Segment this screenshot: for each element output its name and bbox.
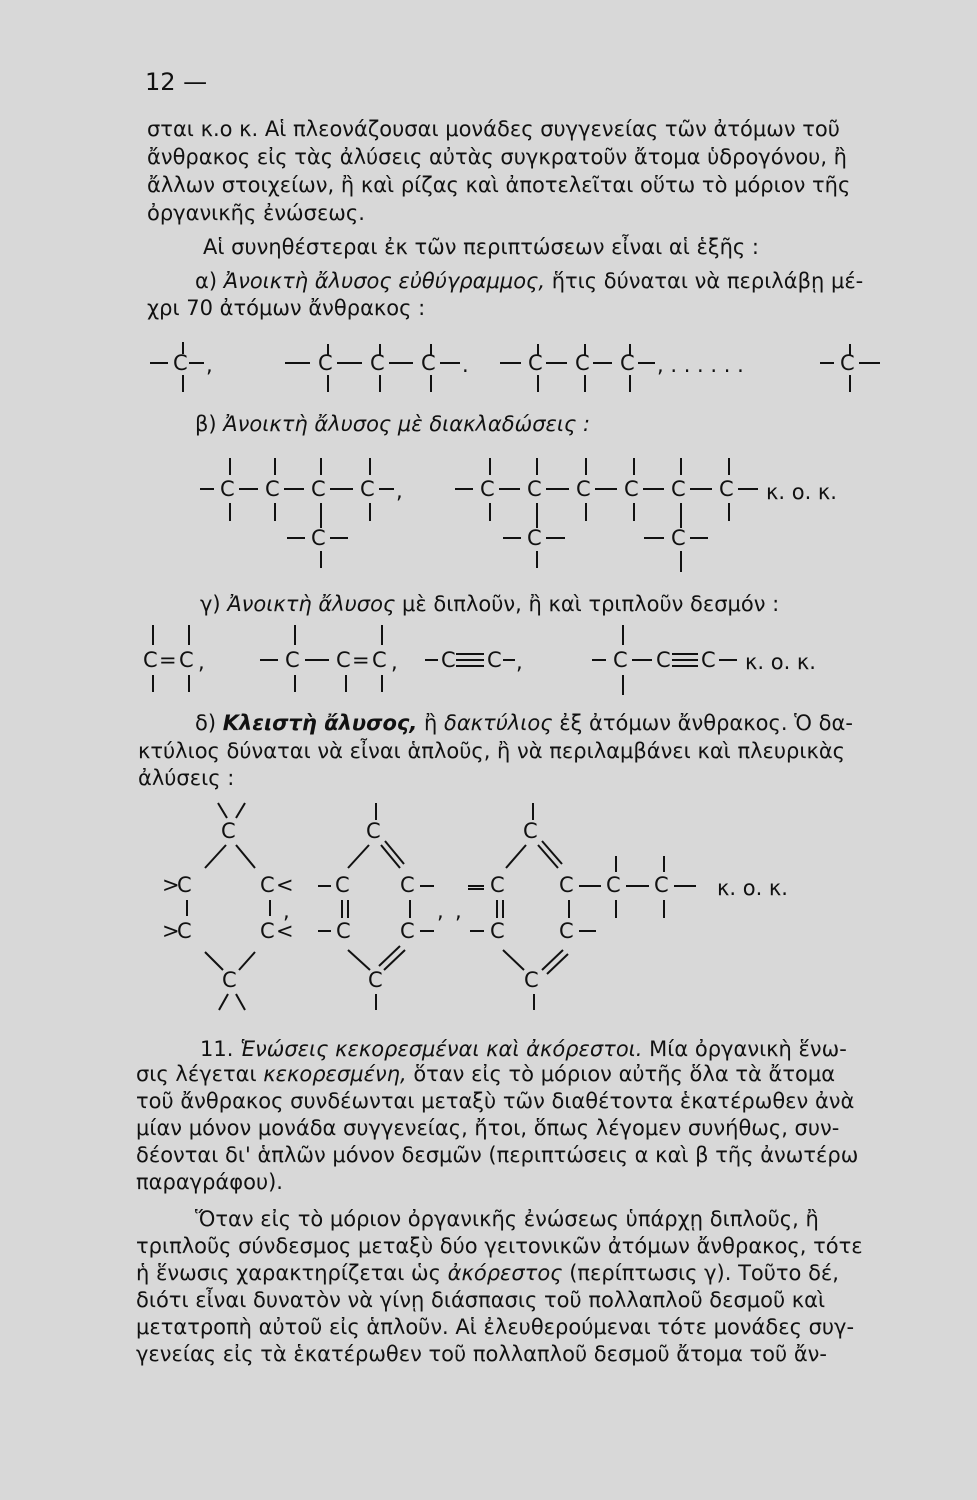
paragraph-line: διότι εἶναι δυνατὸν νὰ γίνῃ διάσπασις τοῦ πολλαπλοῦ δεσμοῦ καὶ (136, 1288, 826, 1312)
carbon-atom: C (656, 648, 671, 672)
text-span: σις λέγεται (136, 1062, 257, 1086)
section-11-line: τοῦ ἄνθρακος συνδέωνται μεταξὺ τῶν διαθέτοντα ἑκατέρωθεν ἀνὰ (136, 1089, 855, 1113)
case-title: Κλειστὴ ἄλυσος, (222, 711, 418, 735)
case-text: ἥτις δύναται νὰ περιλάβῃ μέ- (551, 269, 864, 293)
formula-group-d (162, 803, 788, 1010)
carbon-atom: C (311, 526, 326, 550)
case-a-continuation: χρι 70 ἀτόμων ἄνθρακος : (147, 296, 426, 320)
section-text: Μία ὀργανικὴ ἕνω- (649, 1037, 847, 1061)
comma: , (455, 899, 462, 923)
emphasis-term: ἀκόρεστος (447, 1261, 563, 1285)
carbon-atom: C (624, 477, 639, 501)
carbon-atom: C (336, 919, 351, 943)
carbon-atom: C (173, 351, 188, 375)
comma: , (391, 650, 398, 674)
etc-label: κ. ο. κ. (745, 650, 816, 674)
carbon-atom: C (701, 648, 716, 672)
carbon-atom: C (575, 351, 590, 375)
formula-group-a (150, 342, 880, 392)
substituent-mark: < (276, 873, 294, 897)
carbon-atom: C (528, 351, 543, 375)
case-d-line3: ἀλύσεις : (138, 766, 235, 790)
comma: , (198, 650, 205, 674)
comma: , (283, 899, 290, 923)
case-text: ἢ (423, 711, 438, 735)
paragraph-line: γενείας εἰς τὰ ἑκατέρωθεν τοῦ πολλαπλοῦ δεσμοῦ ἄτομα τοῦ ἄν- (136, 1342, 827, 1366)
formula-group-g (143, 625, 816, 695)
section-11-line: δέονται δι' ἁπλῶν μόνον δεσμῶν (περιπτώσεις α καὶ β τῆς ἀνωτέρω (136, 1143, 859, 1167)
case-d-line2: κτύλιος δύναται νὰ εἶναι ἁπλοῦς, ἢ νὰ περιλαμβάνει καὶ πλευρικὰς (138, 739, 845, 763)
case-title: Ἀνοικτὴ ἄλυσος (227, 592, 396, 616)
carbon-atom: C (654, 873, 669, 897)
carbon-atom: C (490, 873, 505, 897)
text-span: ὅταν εἰς τὸ μόριον αὐτῆς ὅλα τὰ ἄτομα (413, 1062, 836, 1086)
text-span: (περίπτωσις γ). Τοῦτο δέ, (569, 1261, 839, 1285)
carbon-atom: C (719, 477, 734, 501)
case-label: β) (195, 412, 217, 436)
carbon-atom: C (336, 648, 351, 672)
carbon-atom: C (260, 919, 275, 943)
carbon-atom: C (613, 648, 628, 672)
case-text: μὲ διπλοῦν, ἢ καὶ τριπλοῦν δεσμόν : (401, 592, 780, 616)
etc-label: κ. ο. κ. (766, 480, 837, 504)
case-label: γ) (200, 592, 221, 616)
emphasis-term: κεκορεσμένη, (263, 1062, 407, 1086)
section-11-line: παραγράφου). (136, 1170, 283, 1194)
text-line: ἄνθρακος εἰς τὰς ἀλύσεις αὐτὰς συγκρατοῦν ἄτομα ὑδρογόνου, ἢ (147, 145, 847, 169)
text-line: σται κ.ο κ. Αἱ πλεονάζουσαι μονάδες συγγενείας τῶν ἀτόμων τοῦ (147, 117, 840, 141)
case-title: Ἀνοικτὴ ἄλυσος μὲ διακλαδώσεις : (223, 412, 591, 436)
carbon-atom: C (143, 648, 158, 672)
carbon-atom: C (177, 919, 192, 943)
cases-intro: Αἱ συνηθέστεραι ἐκ τῶν περιπτώσεων εἶναι αἱ ἑξῆς : (203, 235, 759, 259)
paragraph-line: τριπλοῦς σύνδεσμος μεταξὺ δύο γειτονικῶν ἀτόμων ἄνθρακος, τότε (136, 1234, 863, 1258)
section-title: Ἑνώσεις κεκορεσμέναι καὶ ἀκόρεστοι. (240, 1037, 643, 1061)
double-bond: = (159, 648, 177, 672)
case-title: Ἀνοικτὴ ἄλυσος εὐθύγραμμος, (223, 269, 546, 293)
carbon-atom: C (179, 648, 194, 672)
case-label: δ) (195, 711, 217, 735)
ellipsis: , . . . . . . (657, 353, 744, 377)
comma: , (396, 479, 403, 503)
carbon-atom: C (527, 477, 542, 501)
carbon-atom: C (220, 477, 235, 501)
carbon-atom: C (671, 477, 686, 501)
paragraph-line (136, 1259, 839, 1287)
text-span: ἡ ἕνωσις χαρακτηρίζεται ὡς (136, 1261, 441, 1285)
carbon-atom: C (421, 351, 436, 375)
case-title-2: δακτύλιος (443, 711, 553, 735)
carbon-atom: C (177, 873, 192, 897)
carbon-atom: C (285, 648, 300, 672)
carbon-atom: C (576, 477, 591, 501)
carbon-atom: C (265, 477, 280, 501)
paragraph-line: Ὅταν εἰς τὸ μόριον ὀργανικῆς ἐνώσεως ὑπάρχῃ διπλοῦς, ἢ (195, 1207, 819, 1231)
comma: , (437, 899, 444, 923)
paragraph-line: μετατροπὴ αὐτοῦ εἰς ἁπλοῦν. Αἱ ἐλευθερούμεναι τότε μονάδες συγ- (136, 1315, 855, 1339)
etc-label: κ. ο. κ. (717, 876, 788, 900)
section-number: 11. (200, 1037, 234, 1061)
carbon-atom: C (490, 919, 505, 943)
carbon-atom: C (524, 968, 539, 992)
carbon-atom: C (527, 526, 542, 550)
substituent-mark: > (162, 919, 180, 943)
carbon-atom: C (335, 873, 350, 897)
carbon-atom: C (480, 477, 495, 501)
substituent-mark: > (162, 873, 180, 897)
carbon-atom: C (311, 477, 326, 501)
carbon-atom: C (400, 919, 415, 943)
carbon-atom: C (400, 873, 415, 897)
text-line: ὀργανικῆς ἐνώσεως. (147, 201, 365, 225)
carbon-atom: C (441, 648, 456, 672)
carbon-atom: C (559, 919, 574, 943)
text-line: ἄλλων στοιχείων, ἢ καὶ ρίζας καὶ ἀποτελεῖται οὕτω τὸ μόριον τῆς (147, 173, 851, 197)
carbon-atom: C (221, 819, 236, 843)
carbon-atom: C (671, 526, 686, 550)
carbon-atom: C (222, 968, 237, 992)
carbon-atom: C (318, 351, 333, 375)
page-number: 12 — (145, 68, 208, 96)
carbon-atom: C (360, 477, 375, 501)
carbon-atom: C (620, 351, 635, 375)
comma: , (206, 353, 213, 377)
carbon-atom: C (372, 648, 387, 672)
carbon-atom: C (840, 351, 855, 375)
carbon-atom: C (366, 819, 381, 843)
carbon-atom: C (368, 968, 383, 992)
carbon-atom: C (260, 873, 275, 897)
carbon-atom: C (487, 648, 502, 672)
substituent-mark: < (276, 919, 294, 943)
carbon-atom: C (559, 873, 574, 897)
case-text: ἐξ ἀτόμων ἄνθρακος. Ὁ δα- (559, 711, 853, 735)
carbon-atom: C (370, 351, 385, 375)
carbon-atom: C (606, 873, 621, 897)
carbon-atom: C (523, 819, 538, 843)
formula-group-b (200, 458, 837, 572)
section-11-line: μίαν μόνον μονάδα συγγενείας, ἤτοι, ὅπως λέγομεν συνήθως, συν- (136, 1116, 840, 1140)
case-label: α) (195, 269, 218, 293)
section-11-line (136, 1060, 835, 1088)
section-11-heading (200, 1035, 847, 1063)
double-bond: = (352, 648, 370, 672)
period: . (462, 353, 469, 377)
comma: , (516, 650, 523, 674)
